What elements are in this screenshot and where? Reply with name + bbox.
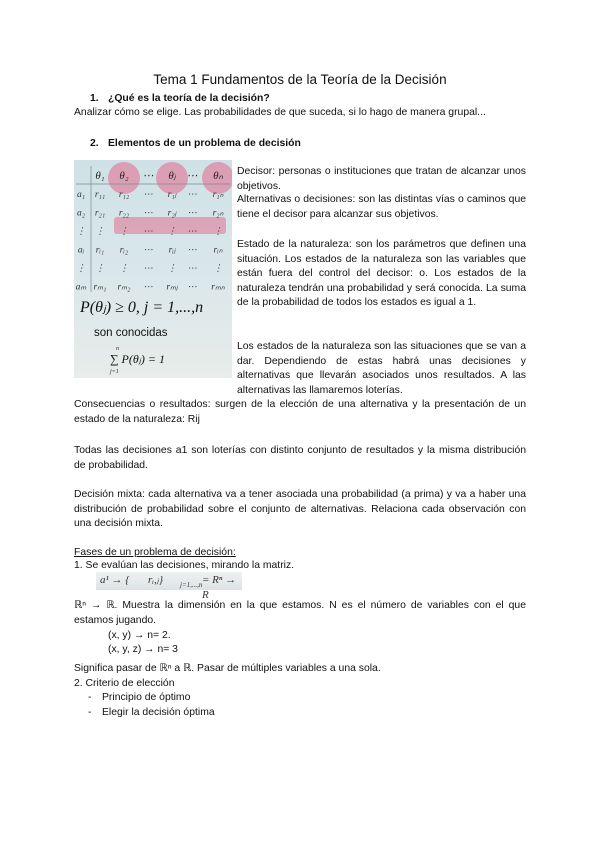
mapping-equation (96, 572, 242, 601)
decision-matrix-figure (74, 160, 232, 378)
matrix-cell: rᵢ₁ (95, 245, 105, 256)
paragraph-dimension: ℝⁿ → ℝ. Muestra la dimensión en la que estamos. N es el número de variables con el que estamos jugando. (74, 600, 526, 626)
header-label: ⋯ (186, 170, 198, 182)
matrix-cell: ⋮ (119, 264, 129, 274)
matrix-cell: ⋮ (95, 227, 105, 237)
matrix-cell: rᵢₙ (213, 245, 223, 256)
section-1-number: 1. (90, 93, 99, 104)
matrix-cell: ⋮ (76, 227, 86, 237)
list-item: - Elegir la decisión óptima (74, 706, 215, 721)
matrix-cell: ⋯ (187, 227, 197, 237)
criteria-list (74, 691, 215, 720)
example-n2: (x, y) → n= 2. (108, 630, 171, 641)
matrix-cell: r₁₂ (118, 190, 130, 200)
matrix-cell: r₁ₙ (212, 190, 224, 200)
paragraph-consecuencias: Consecuencias o resultados: surgen de la elección de una alternativa y la presentación de un estado de la naturaleza: Rij (74, 399, 526, 425)
matrix-cell: ⋯ (143, 264, 153, 274)
decision-matrix-svg (74, 160, 232, 378)
paragraph-situaciones: Los estados de la naturaleza son las situaciones que se van a dar. Dependiendo de estas habrá unas decisiones y alternativas que llevarán asociados unos resultados. A las alternativas las llamaremos loterías. (237, 341, 526, 396)
matrix-cell: r₁ⱼ (167, 190, 177, 200)
matrix-cell: aₘ (75, 282, 87, 293)
paragraph-loterias: Todas las decisiones a1 son loterías con distinto conjunto de resultados y la misma distribución de probabilidad. (74, 445, 526, 471)
matrix-cell: r₂ₙ (212, 208, 224, 219)
matrix-cell: rₘ₁ (93, 282, 107, 293)
header-label: θ₂ (119, 170, 129, 182)
equation-right: = Rⁿ → R (202, 574, 237, 601)
matrix-cell: ⋮ (167, 227, 177, 237)
matrix-cell: rₘⱼ (166, 282, 178, 293)
matrix-cell: ⋮ (95, 264, 105, 274)
probability-formula: P(θⱼ) ≥ 0, j = 1,...,n (80, 299, 204, 316)
page-title: Tema 1 Fundamentos de la Teoría de la Decisión (153, 72, 447, 87)
matrix-cell: ⋮ (167, 264, 177, 274)
matrix-cell: ⋮ (213, 227, 223, 237)
matrix-cell: ⋯ (143, 245, 153, 256)
sum-lower-limit: j=1 (110, 369, 119, 375)
matrix-cell: ⋯ (187, 190, 197, 200)
matrix-cell: ⋮ (76, 264, 86, 274)
phases-heading: Fases de un problema de decisión: (74, 547, 236, 558)
header-label: θₙ (213, 170, 223, 182)
sum-formula: ∑ P(θⱼ) = 1 (110, 352, 165, 366)
matrix-cell: r₂₁ (94, 208, 106, 219)
matrix-cell: a₂ (76, 208, 86, 219)
matrix-cell: rₘ₂ (117, 282, 131, 293)
matrix-cell: ⋯ (143, 282, 153, 293)
equation-subscript: j=1,...,n (180, 581, 203, 589)
equation-middle: rᵢ,ⱼ} (148, 574, 164, 586)
section-1-text: Analizar cómo se elige. Las probabilidades de que suceda, si lo hago de manera grupal... (74, 107, 486, 118)
phase-step-2: 2. Criterio de elección (74, 678, 175, 689)
matrix-cell: a₁ (76, 190, 86, 200)
section-2-number: 2. (90, 138, 99, 149)
matrix-cell: rₘₙ (211, 282, 225, 293)
matrix-cell: ⋯ (187, 282, 197, 293)
matrix-cell: ⋯ (143, 190, 153, 200)
figure-caption: son conocidas (94, 327, 168, 339)
paragraph-alternativas: Alternativas o decisiones: son las distintas vías o caminos que tiene el decisor para alcanzar sus objetivos. (237, 194, 526, 220)
paragraph-estado-naturaleza: Estado de la naturaleza: son los parámetros que definen una situación. Los estados de la naturaleza son las variables que están fuera del control del decisor: o. Los estados de la naturaleza tendrán una probabilidad y será conocida. La suma de la probabilidad de todos los estados es igual a 1. (237, 239, 526, 309)
header-label: θ₁ (95, 170, 105, 182)
matrix-cell: rᵢ₂ (119, 245, 129, 256)
matrix-cell: ⋯ (187, 245, 197, 256)
matrix-cell: ⋯ (143, 227, 153, 237)
equation-left: a¹ → { (100, 574, 130, 586)
matrix-cell: ⋯ (143, 208, 153, 219)
header-label: θⱼ (168, 170, 176, 182)
list-item: - Principio de óptimo (74, 691, 215, 706)
matrix-cell: ⋮ (119, 227, 129, 237)
matrix-cell: ⋮ (213, 264, 223, 274)
matrix-cell: r₂ⱼ (167, 208, 177, 219)
section-1-heading: ¿Qué es la teoría de la decisión? (108, 93, 270, 104)
matrix-cell: r₂₂ (118, 208, 130, 219)
matrix-cell: rᵢⱼ (168, 245, 176, 256)
matrix-cell: r₁₁ (94, 190, 106, 200)
sum-upper-limit: n (116, 346, 119, 352)
header-label: ⋯ (142, 170, 154, 182)
matrix-cell: ⋯ (187, 208, 197, 219)
section-2-heading: Elementos de un problema de decisión (108, 138, 301, 149)
paragraph-decision-mixta: Decisión mixta: cada alternativa va a tener asociada una probabilidad (a prima) y va a haber una distribución de probabilidad sobre el conjunto de alternativas. Relaciona cada observación con una decisión mixta. (74, 489, 526, 530)
matrix-cell: ⋯ (187, 264, 197, 274)
paragraph-decisor: Decisor: personas o instituciones que tratan de alcanzar unos objetivos. (237, 166, 526, 192)
paragraph-significa: Significa pasar de ℝⁿ a ℝ. Pasar de múltiples variables a una sola. (74, 663, 381, 674)
matrix-cell: aᵢ (77, 245, 85, 256)
phase-step-1: 1. Se evalúan las decisiones, mirando la matriz. (74, 560, 295, 571)
example-n3: (x, y, z) → n= 3 (108, 644, 178, 655)
